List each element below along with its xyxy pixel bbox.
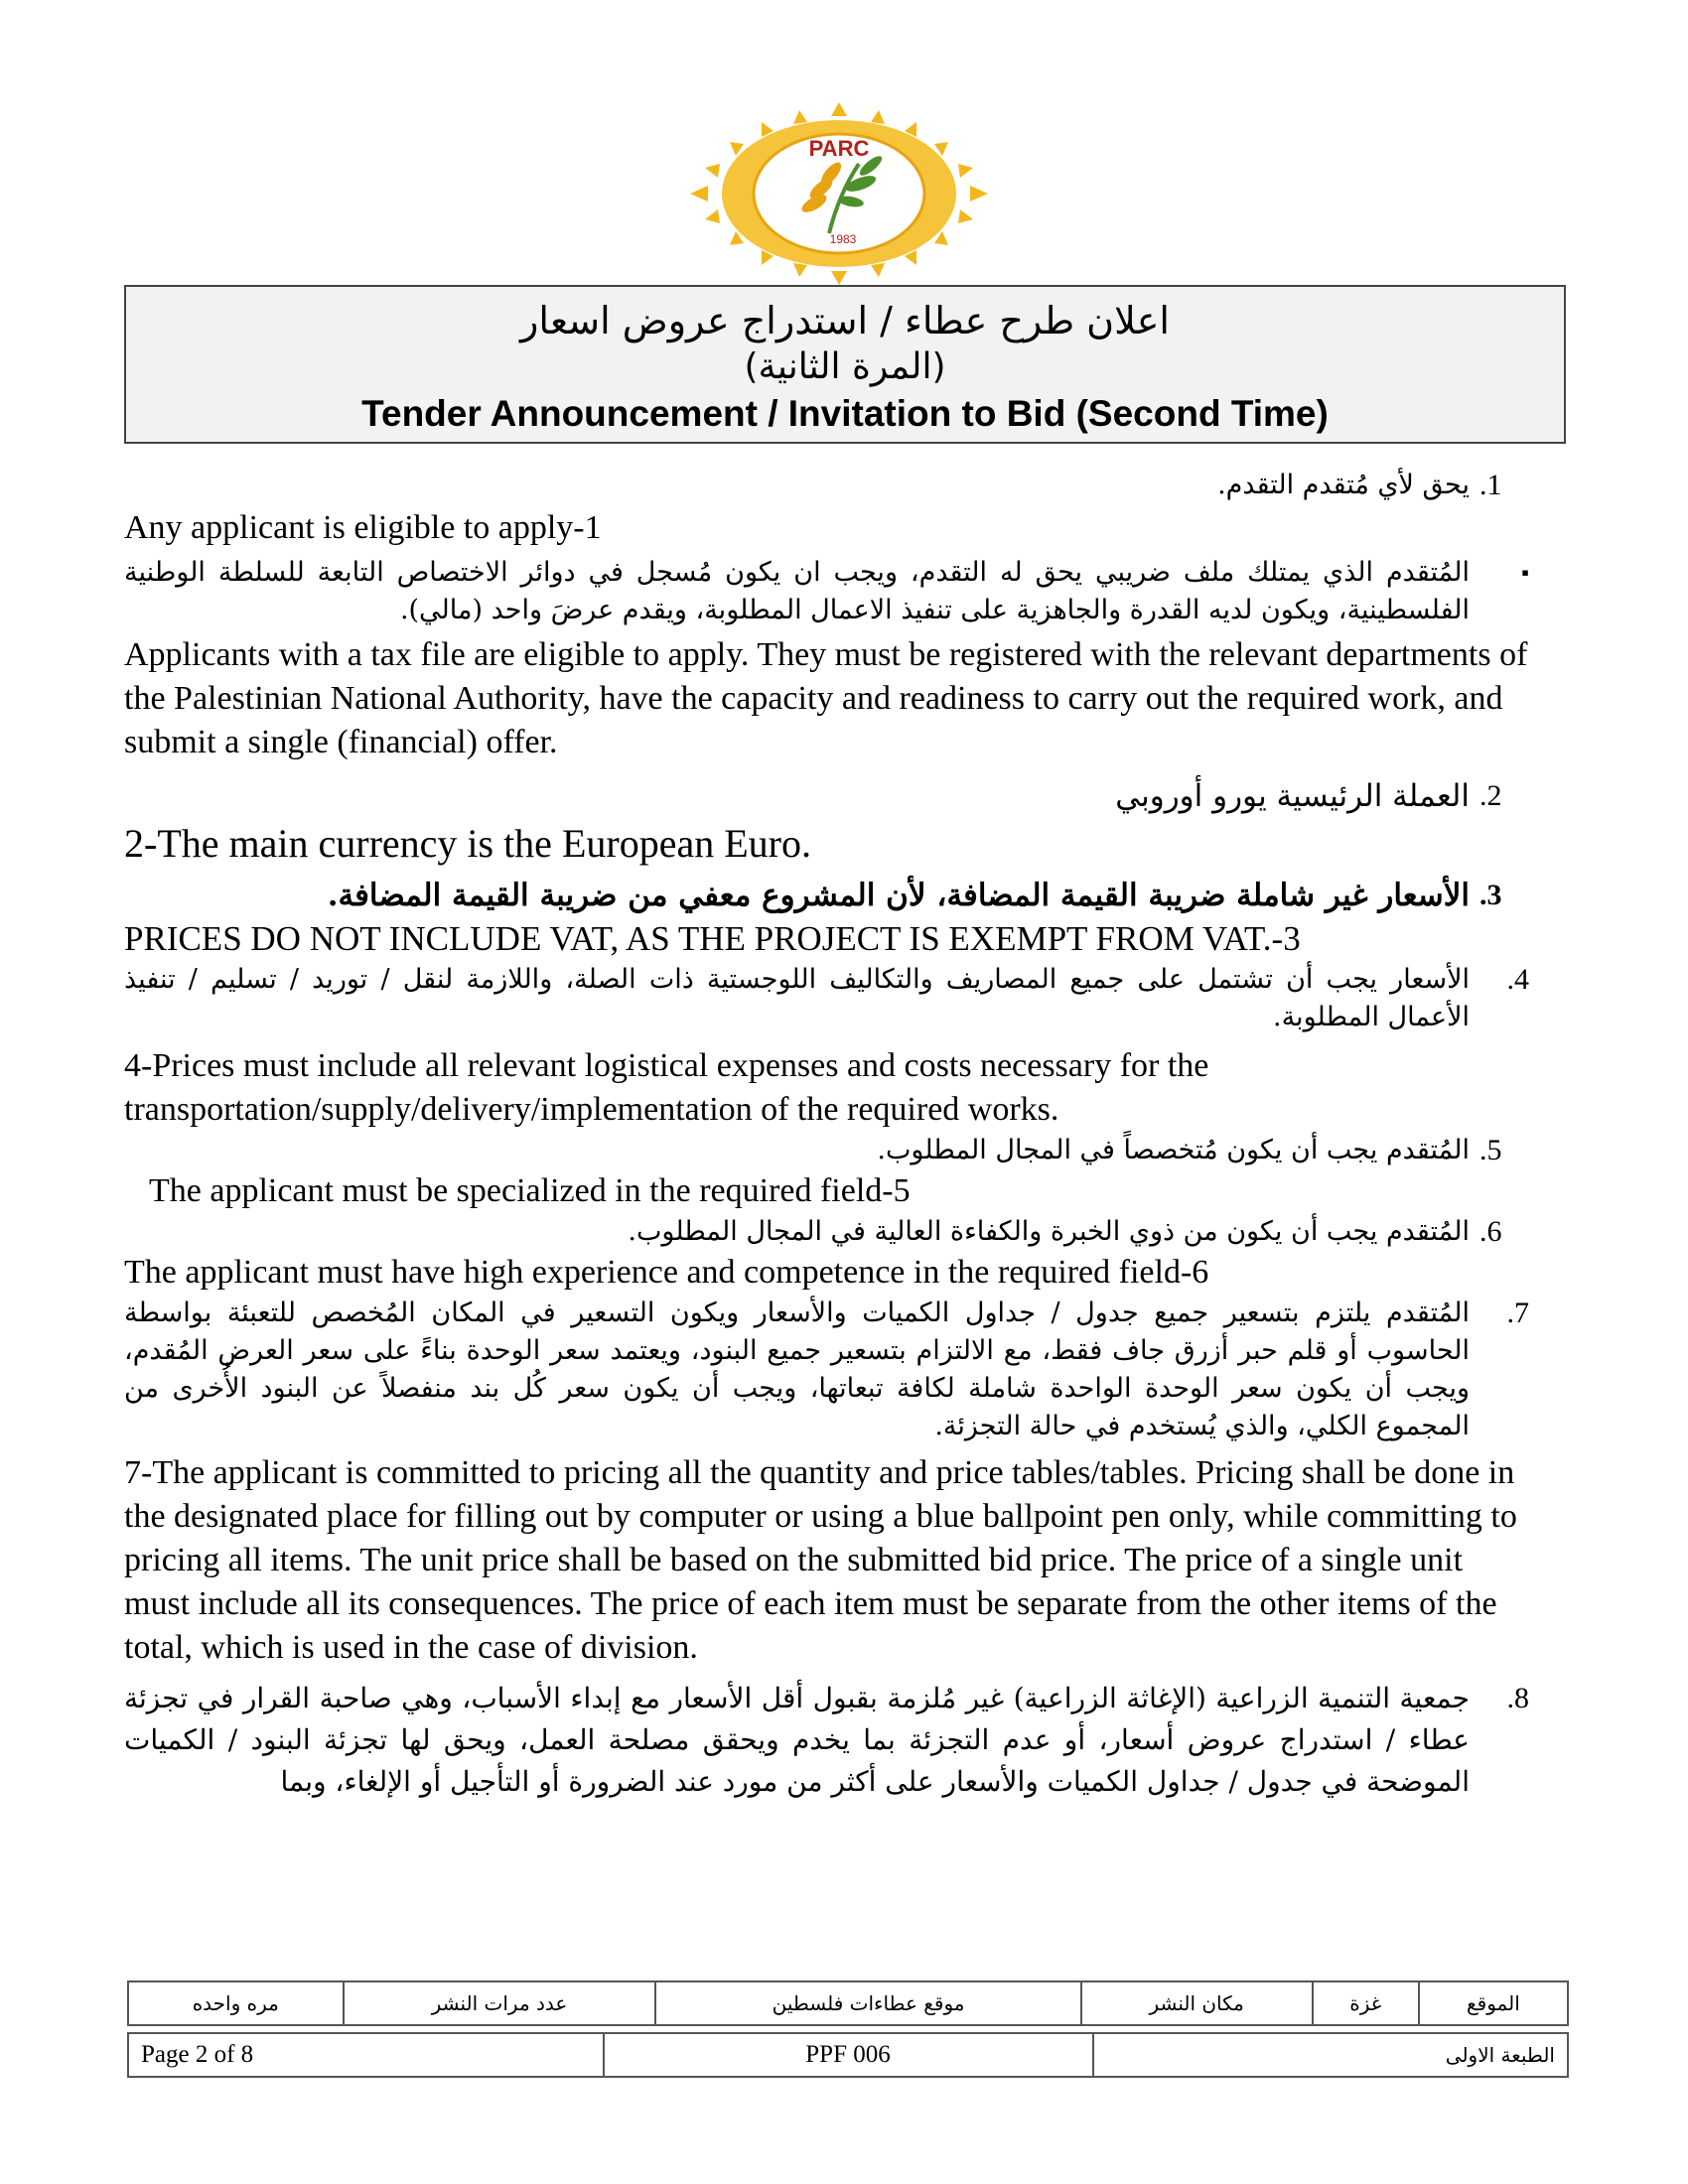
document-code: PPF 006 bbox=[604, 2033, 1093, 2077]
title-arabic: اعلان طرح عطاء / استدراج عروض اسعار bbox=[520, 299, 1170, 342]
item-number: .2 bbox=[1479, 779, 1502, 812]
item-number: .7 bbox=[1506, 1297, 1529, 1329]
footer-cell-publication-place-label: مكان النشر bbox=[1081, 1981, 1313, 2025]
item-text: المُتقدم يجب أن يكون مُتخصصاً في المجال المطلوب. bbox=[877, 1135, 1470, 1165]
item-7-arabic bbox=[124, 1295, 1529, 1445]
logo-year: 1983 bbox=[829, 232, 857, 246]
item-number: .8 bbox=[1506, 1682, 1529, 1714]
item-text: المُتقدم يجب أن يكون من ذوي الخبرة والكفاءة العالية في المجال المطلوب. bbox=[628, 1216, 1470, 1247]
item-text: الأسعار يجب أن تشتمل على جميع المصاريف والتكاليف اللوجستية ذات الصلة، واللازمة لنقل / توريد / تسليم / تنفيذ الأعمال المطلوبة. bbox=[124, 964, 1470, 1032]
item-text: يحق لأي مُتقدم التقدم. bbox=[1217, 470, 1470, 500]
item-number: .5 bbox=[1479, 1134, 1502, 1166]
item-number: .3 bbox=[1479, 879, 1502, 911]
item-4-english: 4-Prices must include all relevant logistical expenses and costs necessary for the transportation/supply/delivery/implementation of the required works. bbox=[124, 1047, 1209, 1128]
item-2-arabic bbox=[124, 774, 1529, 818]
item-text: جمعية التنمية الزراعية (الإغاثة الزراعية) غير مُلزمة بقبول أقل الأسعار مع إبداء الأسباب، وهي صاحبة القرار في تجزئة عطاء / استدراج عروض أسعار، أو عدم التجزئة بما يخدم ويحقق مصلحة العمل، ويحق لها تجزئة البنود / الكميات الموضحة في جدول / جداول الكميات والأسعار على أكثر من مورد عند الضرورة أو التأجيل أو الإلغاء، وبما bbox=[124, 1682, 1470, 1798]
footer-cell-publication-count: مره واحده bbox=[128, 1981, 344, 2025]
item-3-english: PRICES DO NOT INCLUDE VAT, AS THE PROJECT IS EXEMPT FROM VAT.-3 bbox=[124, 919, 1301, 958]
item-6-english: The applicant must have high experience and competence in the required field-6 bbox=[124, 1254, 1209, 1291]
item-1-english: Any applicant is eligible to apply-1 bbox=[124, 509, 602, 546]
bullet-1-english: Applicants with a tax file are eligible to apply. They must be registered with the relevant departments of the Palestinian National Authority, have the capacity and readiness to carry out the required work, and submit a single (financial) offer. bbox=[124, 636, 1528, 760]
item-text: المُتقدم يلتزم بتسعير جميع جدول / جداول الكميات والأسعار ويكون التسعير في المكان المُخصص للتعبئة بواسطة الحاسوب أو قلم حبر أزرق جاف فقط، مع الالتزام بتسعير جميع البنود، ويعتمد سعر الوحدة بناءً على سعر العرض المُقدم، ويجب أن يكون سعر الوحدة الواحدة شاملة لكافة تبعاتها، ويجب أن يكون سعر كُل بند منفصلاً عن البنود الأُخرى من المجموع الكلي، والذي يُستخدم في حالة التجزئة. bbox=[124, 1297, 1470, 1441]
item-4-arabic bbox=[124, 961, 1529, 1036]
item-number: .1 bbox=[1479, 469, 1502, 501]
parc-logo-graphic bbox=[680, 99, 998, 288]
title-arabic-subtitle: (المرة الثانية) bbox=[744, 346, 946, 387]
page-info-table bbox=[127, 2032, 1569, 2078]
bullet-1-arabic bbox=[124, 554, 1529, 629]
edition: الطبعة الاولى bbox=[1093, 2033, 1569, 2077]
tender-conditions bbox=[124, 467, 1529, 1803]
publication-info-table bbox=[127, 1980, 1569, 2026]
item-2-english: 2-The main currency is the European Euro. bbox=[124, 821, 811, 866]
item-number: .6 bbox=[1479, 1215, 1502, 1248]
logo-acronym: PARC bbox=[808, 136, 870, 161]
item-1-arabic bbox=[124, 467, 1529, 504]
item-5-arabic bbox=[124, 1132, 1529, 1169]
footer-cell-publication-place: موقع عطاءات فلسطين bbox=[655, 1981, 1080, 2025]
item-5-english: The applicant must be specialized in the required field-5 bbox=[149, 1172, 911, 1209]
footer-cell-publication-count-label: عدد مرات النشر bbox=[344, 1981, 656, 2025]
footer-cell-location-label: الموقع bbox=[1419, 1981, 1568, 2025]
bullet-icon: ▪ bbox=[1521, 560, 1529, 585]
page-number: Page 2 of 8 bbox=[128, 2033, 604, 2077]
title-english: Tender Announcement / Invitation to Bid (Second Time) bbox=[361, 393, 1329, 434]
item-6-arabic bbox=[124, 1213, 1529, 1251]
footer-cell-location: غزة bbox=[1313, 1981, 1419, 2025]
item-text: العملة الرئيسية يورو أوروبي bbox=[1115, 778, 1470, 814]
item-8-arabic bbox=[124, 1678, 1529, 1803]
item-3-arabic bbox=[124, 874, 1529, 917]
item-text: الأسعار غير شاملة ضريبة القيمة المضافة، لأن المشروع معفي من ضريبة القيمة المضافة. bbox=[327, 878, 1470, 913]
item-7-english: 7-The applicant is committed to pricing all the quantity and price tables/tables. Pricing shall be done in the designated place for filling out by computer or using a blue ballpoint pen only, while committing to pricing all items. The unit price shall be based on the submitted bid price. The price of a single unit must include all its consequences. The price of each item must be separate from the other items of the total, which is used in the case of division. bbox=[124, 1454, 1517, 1666]
parc-logo bbox=[680, 99, 998, 288]
item-text: المُتقدم الذي يمتلك ملف ضريبي يحق له التقدم، ويجب ان يكون مُسجل في دوائر الاختصاص التابعة للسلطة الوطنية الفلسطينية، ويكون لديه القدرة والجاهزية على تنفيذ الاعمال المطلوبة، ويقدم عرضَ واحد (مالي). bbox=[124, 557, 1470, 625]
item-number: .4 bbox=[1506, 963, 1529, 996]
title-box bbox=[124, 285, 1566, 444]
